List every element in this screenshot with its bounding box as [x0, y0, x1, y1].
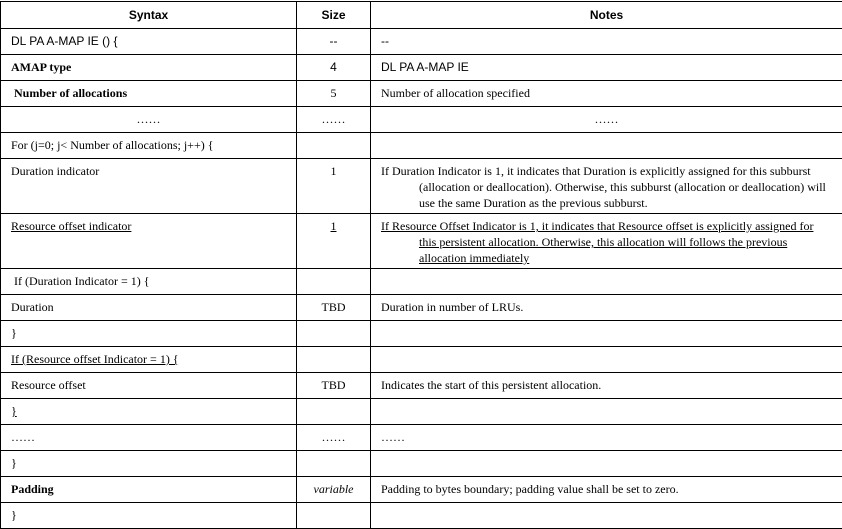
notes-cell [371, 451, 842, 477]
size-cell: -- [297, 29, 371, 55]
header-notes: Notes [371, 2, 842, 29]
syntax-cell: Duration [1, 295, 297, 321]
size-cell: …… [297, 425, 371, 451]
syntax-cell: Padding [1, 477, 297, 503]
notes-cell: Indicates the start of this persistent allocation. [371, 373, 842, 399]
table-row [1, 214, 842, 269]
notes-cell: DL PA A-MAP IE [371, 55, 842, 81]
syntax-cell: For (j=0; j< Number of allocations; j++) { [1, 133, 297, 159]
syntax-cell: Duration indicator [1, 159, 297, 214]
syntax-cell: …… [1, 425, 297, 451]
size-cell: …… [297, 107, 371, 133]
syntax-cell: } [1, 321, 297, 347]
notes-cell [371, 321, 842, 347]
table-row [1, 503, 842, 529]
size-cell: 4 [297, 55, 371, 81]
syntax-cell [1, 214, 297, 269]
notes-cell [371, 347, 842, 373]
table-row [1, 373, 842, 399]
notes-cell [371, 399, 842, 425]
table-row [1, 347, 842, 373]
syntax-cell: AMAP type [1, 55, 297, 81]
notes-cell: Padding to bytes boundary; padding value shall be set to zero. [371, 477, 842, 503]
header-syntax: Syntax [1, 2, 297, 29]
table-row [1, 55, 842, 81]
syntax-text: Resource offset indicator [11, 219, 131, 233]
table-row [1, 321, 842, 347]
syntax-cell: } [1, 451, 297, 477]
size-cell: TBD [297, 295, 371, 321]
syntax-cell: Number of allocations [1, 81, 297, 107]
size-cell [297, 399, 371, 425]
notes-cell: Number of allocation specified [371, 81, 842, 107]
size-cell [297, 321, 371, 347]
table-row [1, 451, 842, 477]
syntax-text: } [11, 404, 17, 418]
table-row [1, 269, 842, 295]
notes-text: If Resource Offset Indicator is 1, it indicates that Resource offset is explicitly assigned for this persistent allocation. Otherwise, this allocation will follows the previous allocation immediately [381, 218, 832, 266]
syntax-cell: DL PA A-MAP IE () { [1, 29, 297, 55]
size-cell [297, 269, 371, 295]
size-cell: TBD [297, 373, 371, 399]
table-row [1, 399, 842, 425]
size-cell [297, 347, 371, 373]
notes-cell: Duration in number of LRUs. [371, 295, 842, 321]
notes-cell: …… [371, 107, 842, 133]
size-cell [297, 503, 371, 529]
syntax-cell: …… [1, 107, 297, 133]
notes-cell [371, 159, 842, 214]
size-cell: variable [297, 477, 371, 503]
size-cell [297, 133, 371, 159]
notes-cell [371, 503, 842, 529]
size-cell [297, 214, 371, 269]
size-cell [297, 451, 371, 477]
table-row [1, 133, 842, 159]
size-text: 1 [331, 219, 337, 233]
syntax-cell [1, 347, 297, 373]
syntax-text: If (Resource offset Indicator = 1) { [11, 352, 179, 366]
table-row [1, 425, 842, 451]
notes-cell: …… [371, 425, 842, 451]
table-row [1, 81, 842, 107]
table-row [1, 107, 842, 133]
syntax-cell: If (Duration Indicator = 1) { [1, 269, 297, 295]
notes-cell [371, 133, 842, 159]
syntax-cell: } [1, 503, 297, 529]
syntax-cell: Resource offset [1, 373, 297, 399]
header-size: Size [297, 2, 371, 29]
table-row [1, 159, 842, 214]
table-row [1, 29, 842, 55]
notes-text: If Duration Indicator is 1, it indicates that Duration is explicitly assigned for this subburst (allocation or deallocation). Otherwise, this subburst (allocation or deallocation) will use the same Duration as the previous subburst. [381, 163, 832, 211]
syntax-cell [1, 399, 297, 425]
dl-pa-amap-ie-table [0, 1, 842, 529]
table-row [1, 477, 842, 503]
notes-cell: -- [371, 29, 842, 55]
header-row [1, 2, 842, 29]
notes-cell [371, 214, 842, 269]
notes-cell [371, 269, 842, 295]
size-cell: 1 [297, 159, 371, 214]
size-cell: 5 [297, 81, 371, 107]
table-row [1, 295, 842, 321]
